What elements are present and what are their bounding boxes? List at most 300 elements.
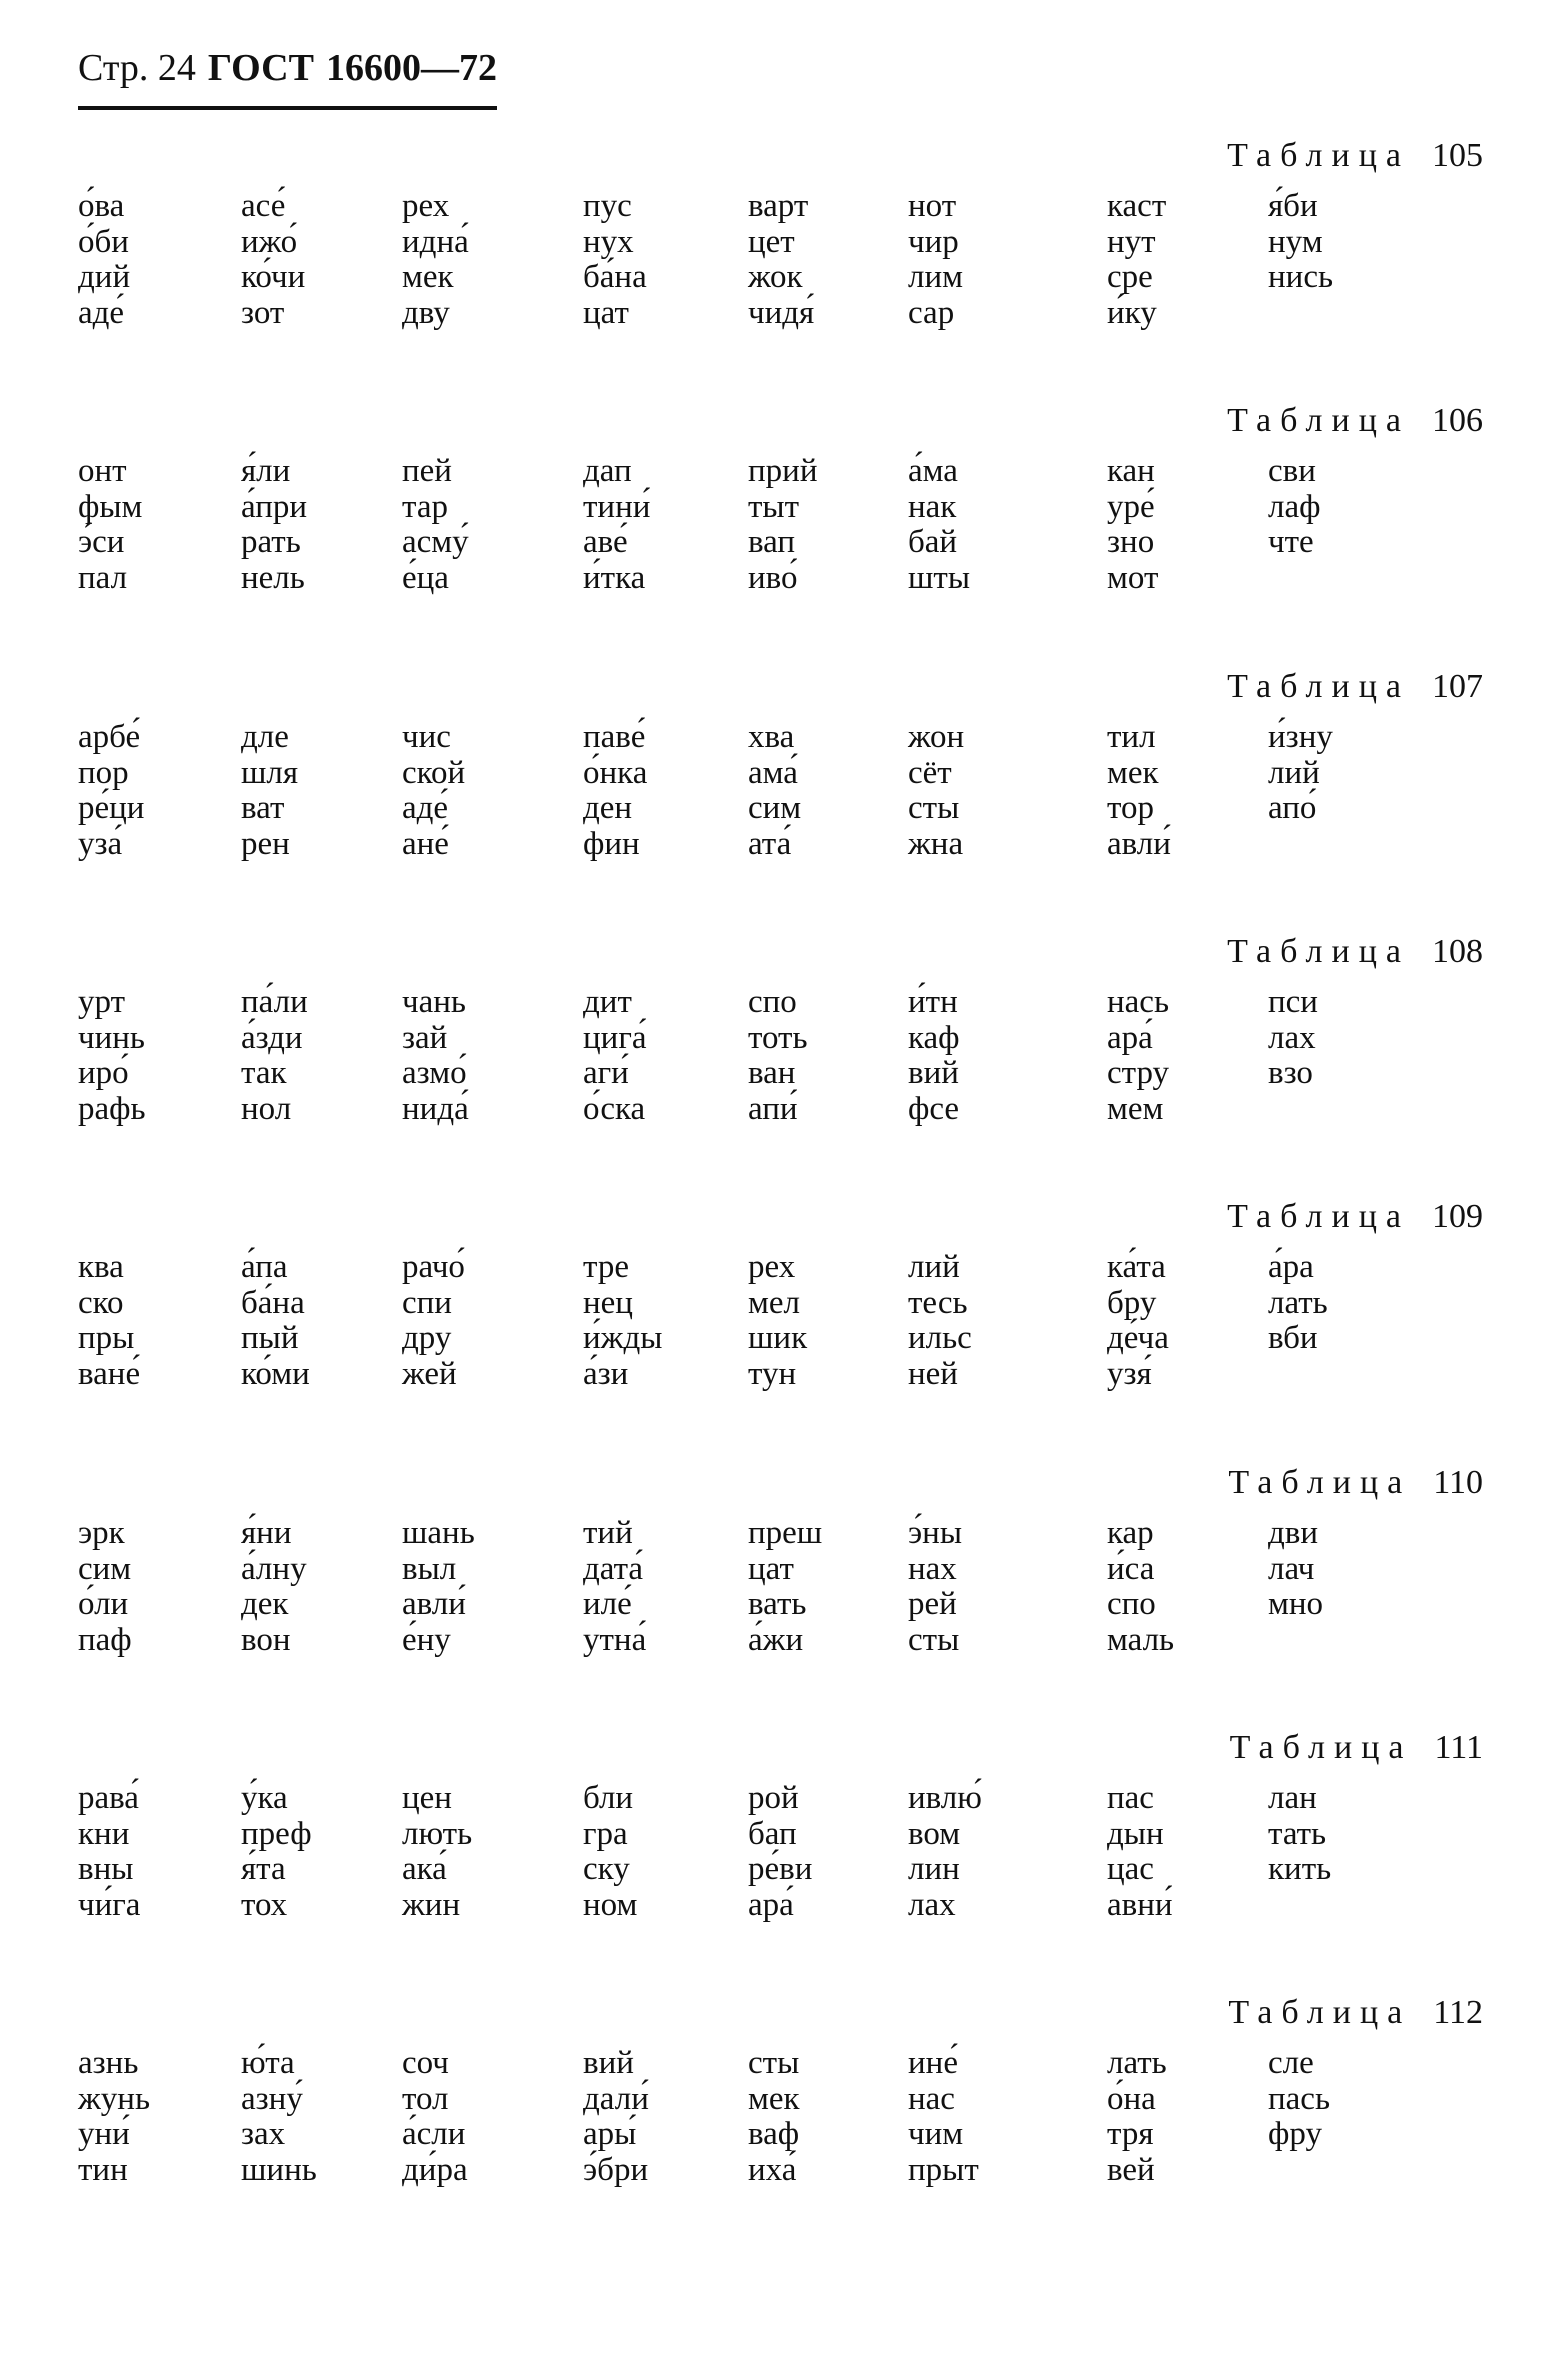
word-cell: тор — [1107, 790, 1154, 826]
word-cell: лать — [1107, 2045, 1167, 2081]
word-column — [583, 454, 743, 596]
word-cell: ват — [241, 790, 285, 826]
word-cell: зно — [1107, 524, 1155, 560]
word-cell: и́са — [1107, 1550, 1155, 1587]
table-heading — [1227, 667, 1483, 707]
word-cell: аде́ — [402, 790, 449, 826]
table-label: Таблица — [1228, 1994, 1412, 2031]
word-cell: кить — [1268, 1851, 1332, 1887]
word-cell: дап — [583, 453, 632, 489]
word-cell: я́би — [1268, 188, 1318, 224]
word-column — [1107, 1250, 1267, 1392]
word-column — [1268, 2046, 1428, 2153]
word-cell: э́си — [78, 524, 125, 560]
word-column — [241, 1781, 401, 1923]
word-cell: тол — [402, 2080, 449, 2117]
word-cell: иро́ — [78, 1055, 129, 1091]
word-column — [1268, 1516, 1428, 1623]
word-cell: сар — [908, 294, 955, 331]
word-column — [583, 189, 743, 331]
word-cell: рачо́ — [402, 1249, 465, 1285]
word-cell: я́та — [241, 1851, 286, 1887]
word-cell: ко́чи — [241, 259, 306, 295]
word-cell: нум — [1268, 223, 1323, 260]
word-cell: мно — [1268, 1586, 1324, 1622]
word-cell: я́ни — [241, 1515, 292, 1551]
word-cell: зот — [241, 294, 285, 331]
word-cell: ары́ — [583, 2116, 637, 2152]
word-cell: мот — [1107, 559, 1159, 596]
word-column — [402, 1250, 562, 1392]
table-heading — [1227, 1197, 1483, 1237]
word-cell: жна — [908, 825, 964, 862]
word-cell: ка́та — [1107, 1249, 1166, 1285]
table-111 — [0, 1728, 1551, 1978]
word-cell: ван — [748, 1055, 796, 1091]
table-number: 108 — [1432, 933, 1483, 970]
word-cell: фым — [78, 488, 143, 525]
word-grid — [0, 1516, 1551, 1696]
word-cell: дын — [1107, 1815, 1164, 1852]
word-cell: ре́ви — [748, 1851, 813, 1887]
word-cell: нись — [1268, 259, 1334, 295]
word-cell: шань — [402, 1515, 475, 1551]
word-cell: а́сли — [402, 2116, 466, 2152]
word-column — [402, 985, 562, 1127]
word-column — [402, 720, 562, 862]
word-cell: ара́ — [1107, 1019, 1153, 1056]
word-column — [748, 1250, 908, 1392]
word-cell: нот — [908, 188, 957, 224]
word-cell: цига́ — [583, 1019, 647, 1056]
word-cell: нол — [241, 1090, 292, 1127]
word-column — [583, 1516, 743, 1658]
word-cell: ане́ — [402, 825, 449, 862]
word-cell: лим — [908, 259, 964, 295]
word-cell: рава́ — [78, 1780, 139, 1816]
word-cell: авли́ — [402, 1586, 466, 1622]
page-number: Стр. 24 — [78, 47, 196, 89]
word-cell: уни́ — [78, 2116, 130, 2152]
word-cell: а́ра — [1268, 1249, 1314, 1285]
word-cell: шля — [241, 754, 299, 791]
word-column — [1268, 1781, 1428, 1888]
word-grid — [0, 720, 1551, 900]
table-heading — [1227, 401, 1483, 441]
word-cell: е́ну — [402, 1621, 451, 1658]
word-column — [1268, 1250, 1428, 1357]
word-column — [908, 985, 1068, 1127]
word-cell: мем — [1107, 1090, 1164, 1127]
word-cell: аги́ — [583, 1055, 629, 1091]
word-cell: спо — [748, 984, 797, 1020]
word-cell: сты — [748, 2045, 800, 2081]
word-cell: чис — [402, 719, 451, 755]
table-number: 112 — [1433, 1994, 1483, 2031]
word-cell: каст — [1107, 188, 1167, 224]
word-cell: онт — [78, 453, 127, 489]
word-cell: спо — [1107, 1586, 1156, 1622]
word-column — [908, 454, 1068, 596]
word-column — [1107, 1516, 1267, 1658]
word-grid — [0, 189, 1551, 369]
word-cell: эрк — [78, 1515, 125, 1551]
word-cell: о́ска — [583, 1090, 646, 1127]
word-column — [241, 189, 401, 331]
word-cell: нут — [1107, 223, 1156, 260]
word-cell: пал — [78, 559, 128, 596]
word-cell: фру — [1268, 2116, 1322, 2152]
word-cell: прий — [748, 453, 818, 489]
word-cell: у́ка — [241, 1780, 288, 1816]
word-cell: спи — [402, 1284, 452, 1321]
word-cell: ивлю́ — [908, 1780, 982, 1816]
word-cell: пый — [241, 1320, 299, 1356]
word-column — [1268, 189, 1428, 296]
word-cell: бли — [583, 1780, 634, 1816]
word-cell: а́ма — [908, 453, 958, 489]
word-cell: шты — [908, 559, 971, 596]
word-cell: лач — [1268, 1550, 1315, 1587]
word-cell: азнь — [78, 2045, 139, 2081]
word-column — [908, 1781, 1068, 1923]
word-cell: ди́ра — [402, 2151, 468, 2188]
word-cell: а́па — [241, 1249, 288, 1285]
word-cell: цат — [748, 1550, 794, 1587]
table-heading — [1227, 136, 1483, 176]
word-cell: кар — [1107, 1515, 1154, 1551]
word-cell: цет — [748, 223, 795, 260]
word-cell: дата́ — [583, 1550, 644, 1587]
word-column — [1107, 1781, 1267, 1923]
word-cell: па́ли — [241, 984, 308, 1020]
word-cell: дек — [241, 1586, 289, 1622]
word-cell: апи́ — [748, 1090, 798, 1127]
word-cell: цат — [583, 294, 629, 331]
word-cell: э́ны — [908, 1515, 962, 1551]
word-cell: чир — [908, 223, 959, 260]
word-cell: ара́ — [748, 1886, 794, 1923]
word-cell: паф — [78, 1621, 132, 1658]
word-column — [78, 2046, 238, 2188]
word-column — [583, 1250, 743, 1392]
word-cell: пус — [583, 188, 632, 224]
word-cell: ама́ — [748, 754, 798, 791]
word-cell: азну́ — [241, 2080, 303, 2117]
word-cell: жей — [402, 1355, 457, 1392]
standard-number: 16600—72 — [325, 47, 497, 89]
word-column — [402, 1781, 562, 1923]
word-cell: бру — [1107, 1284, 1157, 1321]
word-column — [583, 720, 743, 862]
table-label: Таблица — [1227, 1198, 1410, 1235]
word-cell: сёт — [908, 754, 952, 791]
word-cell: жок — [748, 259, 803, 295]
word-cell: авли́ — [1107, 825, 1171, 862]
word-cell: прыт — [908, 2151, 979, 2188]
word-cell: паве́ — [583, 719, 646, 755]
word-cell: ном — [583, 1886, 638, 1923]
word-cell: жон — [908, 719, 965, 755]
word-column — [241, 985, 401, 1127]
word-cell: лий — [908, 1249, 960, 1285]
table-heading — [1230, 1728, 1483, 1768]
word-column — [78, 985, 238, 1127]
word-cell: мек — [1107, 754, 1159, 791]
word-cell: ско — [78, 1284, 124, 1321]
word-cell: иха́ — [748, 2151, 797, 2188]
word-cell: лин — [908, 1851, 960, 1887]
word-cell: вей — [1107, 2151, 1155, 2188]
word-cell: тун — [748, 1355, 797, 1392]
word-cell: каф — [908, 1019, 960, 1056]
word-cell: зах — [241, 2116, 286, 2152]
word-column — [78, 1781, 238, 1923]
word-column — [1107, 985, 1267, 1127]
table-105 — [0, 136, 1551, 386]
word-cell: дву — [402, 294, 450, 331]
table-label: Таблица — [1227, 137, 1410, 174]
word-cell: ску — [583, 1851, 630, 1887]
word-cell: и́жды — [583, 1320, 663, 1356]
word-cell: пась — [1268, 2080, 1331, 2117]
table-heading — [1227, 932, 1483, 972]
table-number: 106 — [1432, 402, 1483, 439]
word-cell: а́при — [241, 488, 308, 525]
word-cell: ре́ци — [78, 790, 145, 826]
word-grid — [0, 454, 1551, 634]
word-cell: азмо́ — [402, 1055, 467, 1091]
word-cell: о́ли — [78, 1586, 129, 1622]
word-cell: и́тка — [583, 559, 646, 596]
word-column — [1268, 454, 1428, 561]
word-cell: а́зи — [583, 1355, 629, 1392]
word-cell: гра — [583, 1815, 628, 1852]
word-column — [1107, 720, 1267, 862]
word-cell: ко́ми — [241, 1355, 310, 1392]
table-label: Таблица — [1227, 668, 1410, 705]
word-cell: и́тн — [908, 984, 958, 1020]
word-cell: ине́ — [908, 2045, 958, 2081]
word-cell: тоть — [748, 1019, 808, 1056]
word-cell: тесь — [908, 1284, 968, 1321]
word-cell: нас — [908, 2080, 955, 2117]
table-number: 110 — [1433, 1464, 1483, 1501]
word-cell: ской — [402, 754, 466, 791]
word-cell: соч — [402, 2045, 449, 2081]
table-label: Таблица — [1227, 933, 1410, 970]
word-column — [748, 2046, 908, 2188]
word-cell: пры — [78, 1320, 135, 1356]
word-cell: рен — [241, 825, 290, 862]
table-number: 111 — [1434, 1729, 1483, 1766]
word-cell: шинь — [241, 2151, 317, 2188]
word-cell: утна́ — [583, 1621, 647, 1658]
word-cell: ака́ — [402, 1851, 447, 1887]
table-number: 107 — [1432, 668, 1483, 705]
word-cell: чидя́ — [748, 294, 815, 331]
word-cell: шик — [748, 1320, 808, 1356]
word-cell: мек — [748, 2080, 800, 2117]
word-cell: сим — [78, 1550, 132, 1587]
word-cell: сим — [748, 790, 802, 826]
table-109 — [0, 1197, 1551, 1447]
word-cell: мел — [748, 1284, 800, 1321]
word-cell: дали́ — [583, 2080, 649, 2117]
word-cell: и́ку — [1107, 294, 1157, 331]
word-cell: пей — [402, 453, 452, 489]
word-cell: тыт — [748, 488, 800, 525]
word-cell: о́ва — [78, 188, 125, 224]
word-column — [1268, 985, 1428, 1092]
word-column — [402, 454, 562, 596]
word-cell: е́ца — [402, 559, 449, 596]
word-cell: кан — [1107, 453, 1155, 489]
word-column — [78, 189, 238, 331]
word-column — [241, 454, 401, 596]
word-cell: дру — [402, 1320, 452, 1356]
word-grid — [0, 1781, 1551, 1961]
word-column — [908, 1516, 1068, 1658]
word-cell: тар — [402, 488, 448, 525]
word-cell: нец — [583, 1284, 633, 1321]
word-grid — [0, 1250, 1551, 1430]
word-cell: урт — [78, 984, 125, 1020]
word-cell: иле́ — [583, 1586, 632, 1622]
word-cell: пси — [1268, 984, 1318, 1020]
word-cell: ижо́ — [241, 223, 298, 260]
word-cell: ата́ — [748, 825, 792, 862]
word-cell: дви — [1268, 1515, 1319, 1551]
word-cell: тий — [583, 1515, 633, 1551]
word-grid — [0, 2046, 1551, 2226]
word-column — [1268, 720, 1428, 827]
word-cell: жунь — [78, 2080, 151, 2117]
word-cell: апо́ — [1268, 790, 1317, 826]
word-cell: лють — [402, 1815, 473, 1852]
word-cell: дле — [241, 719, 289, 755]
word-cell: вий — [583, 2045, 634, 2081]
table-107 — [0, 667, 1551, 917]
word-cell: вны — [78, 1851, 134, 1887]
table-112 — [0, 1993, 1551, 2243]
word-cell: зай — [402, 1019, 448, 1056]
word-cell: и́зну — [1268, 719, 1333, 755]
word-cell: тил — [1107, 719, 1156, 755]
word-cell: асе́ — [241, 188, 286, 224]
word-cell: ю́та — [241, 2045, 295, 2081]
word-cell: вать — [748, 1586, 807, 1622]
word-column — [908, 2046, 1068, 2188]
word-column — [748, 1781, 908, 1923]
word-cell: лан — [1268, 1780, 1317, 1816]
page-header — [78, 38, 497, 110]
word-cell: пор — [78, 754, 129, 791]
word-cell: кни — [78, 1815, 130, 1852]
word-cell: вби — [1268, 1320, 1318, 1356]
word-cell: ваф — [748, 2116, 800, 2152]
word-cell: узя́ — [1107, 1355, 1152, 1392]
word-cell: цас — [1107, 1851, 1154, 1887]
word-cell: тря — [1107, 2116, 1154, 2152]
table-number: 109 — [1432, 1198, 1483, 1235]
word-column — [583, 1781, 743, 1923]
word-cell: лаф — [1268, 488, 1321, 525]
word-cell: асму́ — [402, 524, 469, 560]
word-cell: тини́ — [583, 488, 651, 525]
table-label: Таблица — [1228, 1464, 1412, 1501]
word-cell: тох — [241, 1886, 288, 1923]
word-cell: мек — [402, 259, 454, 295]
word-cell: вон — [241, 1621, 291, 1658]
word-column — [78, 454, 238, 596]
word-cell: рех — [748, 1249, 796, 1285]
standard-name: ГОСТ — [207, 47, 314, 89]
word-cell: ба́на — [241, 1284, 305, 1321]
word-cell: лий — [1268, 754, 1320, 791]
table-number: 105 — [1432, 137, 1483, 174]
word-cell: фин — [583, 825, 640, 862]
word-cell: нель — [241, 559, 305, 596]
word-cell: пас — [1107, 1780, 1154, 1816]
word-column — [748, 1516, 908, 1658]
word-column — [748, 189, 908, 331]
word-column — [1107, 454, 1267, 596]
word-cell: нах — [908, 1550, 957, 1587]
word-grid — [0, 985, 1551, 1165]
word-cell: ней — [908, 1355, 958, 1392]
word-cell: дий — [78, 259, 131, 295]
word-column — [748, 985, 908, 1127]
word-cell: рех — [402, 188, 450, 224]
word-column — [908, 189, 1068, 331]
word-cell: фсе — [908, 1090, 960, 1127]
word-cell: сви — [1268, 453, 1316, 489]
word-cell: аве́ — [583, 524, 628, 560]
word-cell: я́ли — [241, 453, 291, 489]
word-cell: а́зди — [241, 1019, 303, 1056]
word-column — [748, 720, 908, 862]
word-column — [583, 985, 743, 1127]
word-cell: чте — [1268, 524, 1314, 560]
word-cell: уза́ — [78, 825, 123, 862]
word-cell: идна́ — [402, 223, 469, 260]
word-cell: о́на — [1107, 2080, 1156, 2117]
word-cell: де́ча — [1107, 1320, 1169, 1356]
word-cell: стру — [1107, 1055, 1170, 1091]
word-column — [402, 189, 562, 331]
word-cell: чим — [908, 2116, 964, 2152]
word-cell: взо — [1268, 1055, 1313, 1091]
word-cell: нида́ — [402, 1090, 469, 1127]
table-label: Таблица — [1227, 402, 1410, 439]
word-cell: рей — [908, 1586, 957, 1622]
word-cell: чань — [402, 984, 466, 1020]
word-cell: арбе́ — [78, 719, 141, 755]
word-cell: нак — [908, 488, 957, 525]
word-cell: сре — [1107, 259, 1153, 295]
word-cell: а́лну — [241, 1550, 307, 1587]
table-110 — [0, 1463, 1551, 1713]
word-cell: нась — [1107, 984, 1170, 1020]
word-column — [78, 1516, 238, 1658]
word-cell: бай — [908, 524, 958, 560]
word-cell: рафь — [78, 1090, 146, 1127]
word-column — [241, 2046, 401, 2188]
word-column — [908, 1250, 1068, 1392]
word-cell: иво́ — [748, 559, 798, 596]
word-cell: сты — [908, 1621, 960, 1658]
